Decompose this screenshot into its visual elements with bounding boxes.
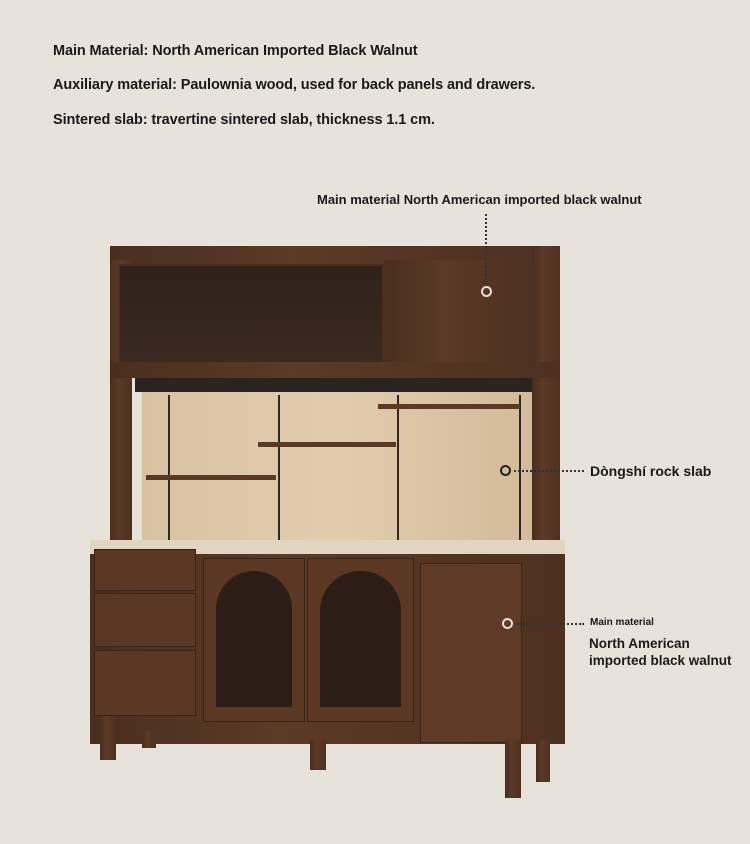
shelf [258, 442, 396, 447]
spec-main-material: Main Material: North American Imported Black Walnut [53, 43, 418, 59]
drawer [94, 593, 196, 647]
upper-open-compartment [384, 260, 532, 362]
travertine-back-panel [142, 392, 532, 540]
glass-sliding-doors [118, 264, 384, 366]
callout-bottom-line [516, 623, 584, 625]
leg [536, 740, 550, 782]
glass-door-right [307, 558, 414, 722]
spec-auxiliary-material: Auxiliary material: Paulownia wood, used for back panels and drawers. [53, 77, 536, 93]
spec-sintered-slab: Sintered slab: travertine sintered slab, thickness 1.1 cm. [53, 112, 435, 128]
callout-middle-line [514, 470, 584, 472]
leg [142, 730, 156, 748]
leg [100, 716, 116, 760]
callout-middle-marker-icon [500, 465, 511, 476]
callout-middle-label: Dòngshí rock slab [590, 463, 712, 479]
solid-door [420, 563, 522, 743]
leg [310, 740, 326, 770]
callout-top-marker-icon [481, 286, 492, 297]
drawer [94, 549, 196, 591]
light-rail [135, 378, 532, 392]
shelf [378, 404, 520, 409]
hutch-shelf [110, 362, 560, 378]
glass-door-left [203, 558, 305, 722]
callout-top-label: Main material North American imported black walnut [317, 192, 642, 207]
callout-top-line [485, 214, 487, 284]
callout-bottom-label: North American imported black walnut [589, 636, 732, 668]
callout-bottom-small-label: Main material [590, 617, 654, 628]
drawer [94, 650, 196, 716]
hutch-right-side [532, 246, 560, 546]
leg [505, 740, 521, 798]
shelf [146, 475, 276, 480]
callout-bottom-marker-icon [502, 618, 513, 629]
